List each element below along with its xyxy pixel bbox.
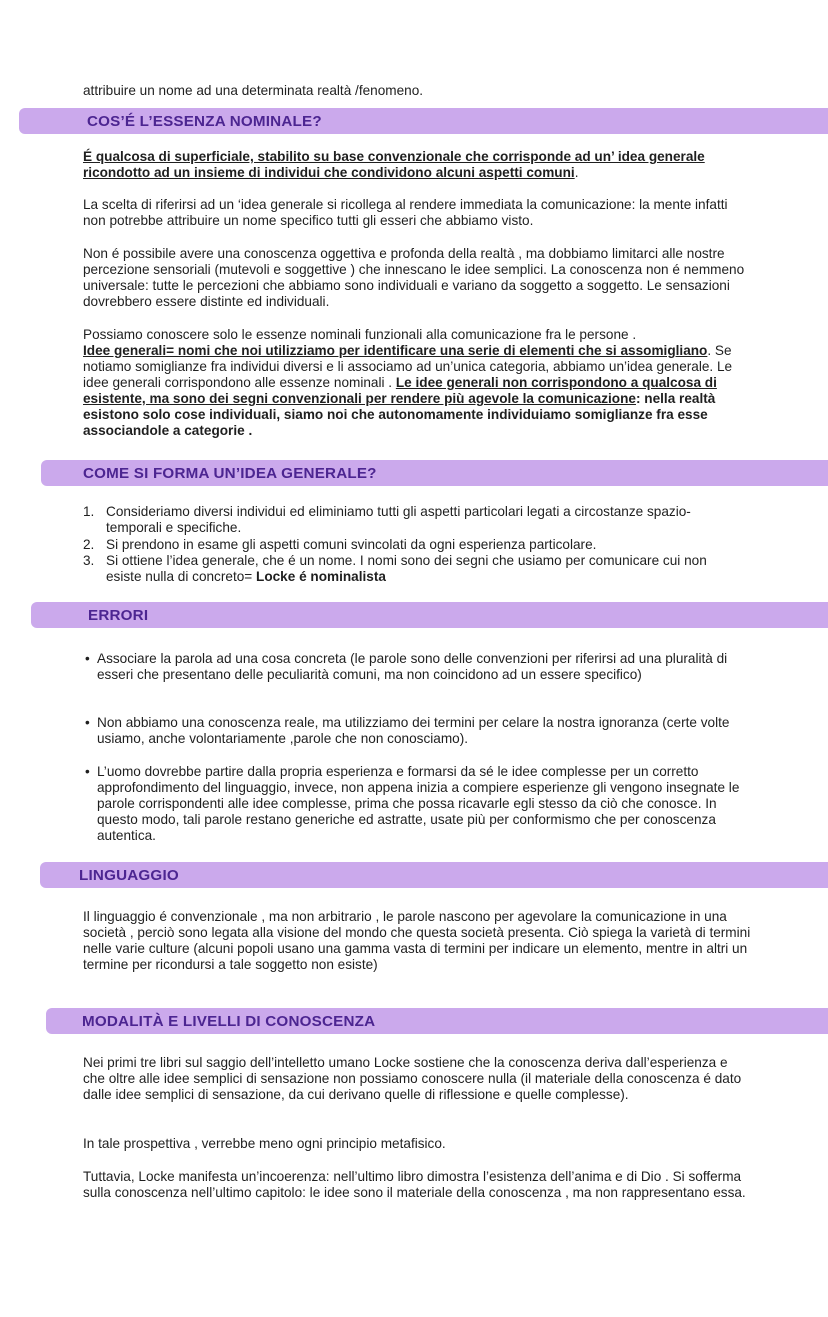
modalita-paragraph-2: In tale prospettiva , verrebbe meno ogni principio metafisico. bbox=[83, 1136, 446, 1151]
section-header-essenza bbox=[19, 108, 828, 134]
section-title-errori: ERRORI bbox=[88, 607, 149, 624]
section-header-modalita bbox=[46, 1008, 828, 1034]
errori-item-3: • L’uomo dovrebbe partire dalla propria esperienza e formarsi da sé le idee complesse per un corretto approfondimento del linguaggio, invece, non appena inizia a compiere esperienze gli vengono insegnate le parole corrispondenti alle idee complesse, prima che possa ricavarle egli stesso da ciò che conosce. In questo modo, tali parole restano generiche ed astratte, usate più per conformismo che per conoscenza autentica. bbox=[85, 764, 740, 843]
errori-item-2: • Non abbiamo una conoscenza reale, ma utilizziamo dei termini per celare la nostra ignoranza (certe volte usiamo, anche volontariamente ,parole che non conosciamo). bbox=[85, 715, 730, 746]
idee-generali-definition: Idee generali= nomi che noi utilizziamo per identificare una serie di elementi che si assomigliano bbox=[83, 343, 708, 358]
intro-line: attribuire un nome ad una determinata realtà /fenomeno. bbox=[83, 83, 424, 98]
errori-item-1: • Associare la parola ad una cosa concreta (le parole sono delle convenzioni per riferirsi ad una pluralità di esseri che presentano delle peculiarità comuni, ma non coincidono ad un essere specifico) bbox=[85, 651, 728, 682]
linguaggio-paragraph: Il linguaggio é convenzionale , ma non arbitrario , le parole nascono per agevolare la comunicazione in una società , perciò sono legata alla visione del mondo che questa società presenta. Ciò spiega la varietà di termini nelle varie culture (alcuni popoli usano una gamma vasta di termini per indicare un elemento, mentre in altri un termine per ricondursi a tale soggetto non esiste) bbox=[83, 909, 751, 972]
essenza-definition: É qualcosa di superficiale, stabilito su base convenzionale che corrisponde ad un’ idea generale ricondotto ad un insieme di individui che condividono alcuni aspetti comuni. bbox=[83, 149, 705, 180]
idea-step-3: 3. Si ottiene l’idea generale, che é un nome. I nomi sono dei segni che usiamo per comunicare cui non esiste nulla di concreto= Locke é nominalista bbox=[83, 553, 707, 584]
essenza-paragraph-4: Possiamo conoscere solo le essenze nominali funzionali alla comunicazione fra le persone . Idee generali= nomi che noi utilizziamo per identificare una serie di elementi che si assomigliano. Se notiamo somiglianze fra individui diversi e li associamo ad un’unica categoria, abbiamo un’idea generale. Le idee generali corrispondono alle essenze nominali . Le idee generali non corrispondono a qualcosa di esistente, ma sono dei segni convenzionali per rendere più agevole la comunicazione: nella realtà esistono solo cose individuali, siamo noi che autonomamente individuiamo somiglianze fra esse associandole a categorie . bbox=[83, 327, 733, 438]
essenza-paragraph-2: La scelta di riferirsi ad un ‘idea generale si ricollega al rendere immediata la comunicazione: la mente infatti non potrebbe attribuire un nome specifico tutti gli esseri che abbiamo visto. bbox=[83, 197, 728, 228]
section-title-linguaggio: LINGUAGGIO bbox=[79, 867, 179, 884]
bullet-icon: • bbox=[85, 651, 90, 666]
modalita-paragraph-1: Nei primi tre libri sul saggio dell’intelletto umano Locke sostiene che la conoscenza deriva dall’esperienza e che oltre alle idee semplici di sensazione non possiamo conoscere nulla (il materiale della conoscenza é dato dalle idee semplici di sensazione, da cui derivano quelle di riflessione e quelle complesse). bbox=[83, 1055, 742, 1102]
idea-step-2: 2. Si prendono in esame gli aspetti comuni svincolati da ogni esperienza particolare. bbox=[83, 537, 597, 552]
bullet-icon: • bbox=[85, 715, 90, 730]
modalita-paragraph-3: Tuttavia, Locke manifesta un’incoerenza: nell’ultimo libro dimostra l’esistenza dell’anima e di Dio . Si sofferma sulla conoscenza nell’ultimo capitolo: le idee sono il materiale della conoscenza , ma non rappresentano essa. bbox=[83, 1169, 746, 1200]
idea-step-1: 1. Consideriamo diversi individui ed eliminiamo tutti gli aspetti particolari legati a circostanze spazio-temporali e specifiche. bbox=[83, 504, 691, 535]
essenza-paragraph-3: Non é possibile avere una conoscenza oggettiva e profonda della realtà , ma dobbiamo limitarci alle nostre percezione sensoriali (mutevoli e soggettive ) che innescano le idee semplici. La conoscenza non é nemmeno universale: tutte le percezioni che abbiamo sono individuali e variano da soggetto a soggetto. Le sensazioni dovrebbero essere distinte ed individuali. bbox=[83, 246, 745, 309]
section-header-idea bbox=[41, 460, 828, 486]
section-title-modalita: MODALITÀ E LIVELLI DI CONOSCENZA bbox=[82, 1013, 376, 1030]
section-title-essenza: COS’É L’ESSENZA NOMINALE? bbox=[87, 113, 322, 130]
section-title-idea: COME SI FORMA UN’IDEA GENERALE? bbox=[83, 465, 377, 482]
bullet-icon: • bbox=[85, 764, 90, 779]
essenza-definition-text: É qualcosa di superficiale, stabilito su base convenzionale che corrisponde ad un’ idea generale ricondotto ad un insieme di individui che condividono alcuni aspetti comuni bbox=[83, 149, 705, 180]
section-header-linguaggio bbox=[40, 862, 828, 888]
section-header-errori bbox=[31, 602, 828, 628]
idee-generali-conclusion: Le idee generali non corrispondono a qualcosa di esistente, ma sono dei segni convenzionali per rendere più agevole la comunicazione bbox=[83, 375, 717, 406]
